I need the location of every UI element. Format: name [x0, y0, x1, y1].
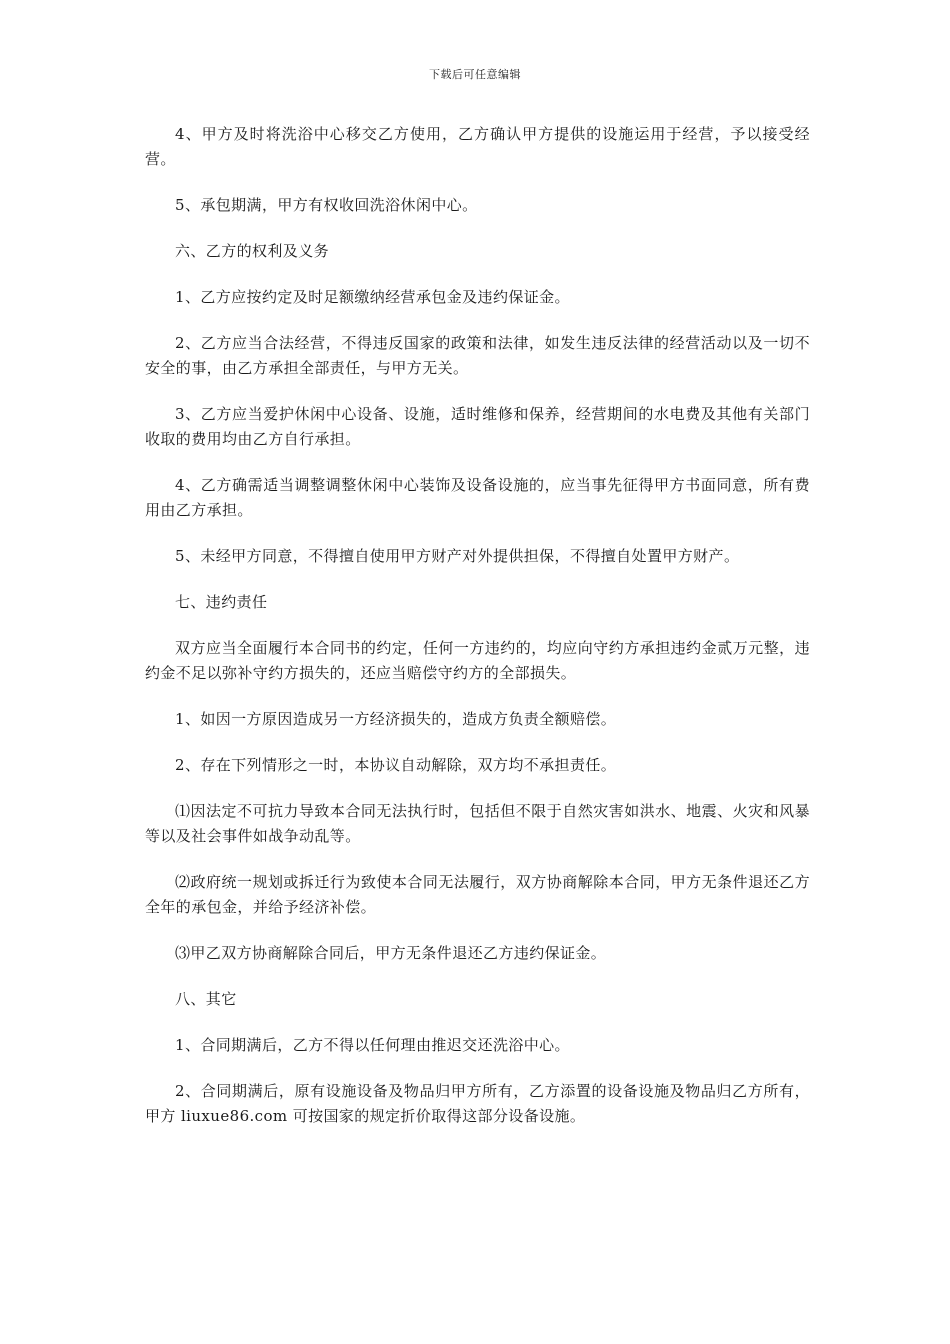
- paragraph: ⑴因法定不可抗力导致本合同无法执行时，包括但不限于自然灾害如洪水、地震、火灾和风暴等以及社会事件如战争动乱等。: [145, 802, 810, 845]
- paragraph: ⑶甲乙双方协商解除合同后，甲方无条件退还乙方违约保证金。: [175, 944, 607, 962]
- paragraph: 3、乙方应当爱护休闲中心设备、设施，适时维修和保养，经营期间的水电费及其他有关部门收取的费用均由乙方自行承担。: [145, 405, 810, 448]
- paragraph: 4、甲方及时将洗浴中心移交乙方使用，乙方确认甲方提供的设施运用于经营，予以接受经营。: [145, 125, 810, 168]
- paragraph: 2、存在下列情形之一时，本协议自动解除，双方均不承担责任。: [175, 756, 617, 774]
- section-heading: 六、乙方的权利及义务: [175, 242, 330, 260]
- document-body: [145, 122, 810, 1150]
- paragraph: 2、合同期满后，原有设施设备及物品归甲方所有，乙方添置的设备设施及物品归乙方所有，甲方 liuxue86.com 可按国家的规定折价取得这部分设备设施。: [145, 1082, 810, 1125]
- paragraph: 1、如因一方原因造成另一方经济损失的，造成方负责全额赔偿。: [175, 710, 617, 728]
- paragraph: 双方应当全面履行本合同书的约定，任何一方违约的，均应向守约方承担违约金贰万元整，违约金不足以弥补守约方损失的，还应当赔偿守约方的全部损失。: [145, 639, 810, 682]
- paragraph: 1、合同期满后，乙方不得以任何理由推迟交还洗浴中心。: [175, 1036, 570, 1054]
- section-heading: 七、违约责任: [175, 593, 268, 611]
- paragraph: 5、承包期满，甲方有权收回洗浴休闲中心。: [175, 196, 478, 214]
- paragraph: 5、未经甲方同意，不得擅自使用甲方财产对外提供担保，不得擅自处置甲方财产。: [175, 547, 740, 565]
- paragraph: 1、乙方应按约定及时足额缴纳经营承包金及违约保证金。: [175, 288, 570, 306]
- page-header: 下载后可任意编辑: [429, 68, 521, 81]
- paragraph: ⑵政府统一规划或拆迁行为致使本合同无法履行，双方协商解除本合同，甲方无条件退还乙方全年的承包金，并给予经济补偿。: [145, 873, 810, 916]
- paragraph: 4、乙方确需适当调整调整休闲中心装饰及设备设施的，应当事先征得甲方书面同意，所有费用由乙方承担。: [145, 476, 810, 519]
- paragraph: 2、乙方应当合法经营，不得违反国家的政策和法律，如发生违反法律的经营活动以及一切不安全的事，由乙方承担全部责任，与甲方无关。: [145, 334, 810, 377]
- section-heading: 八、其它: [175, 990, 237, 1008]
